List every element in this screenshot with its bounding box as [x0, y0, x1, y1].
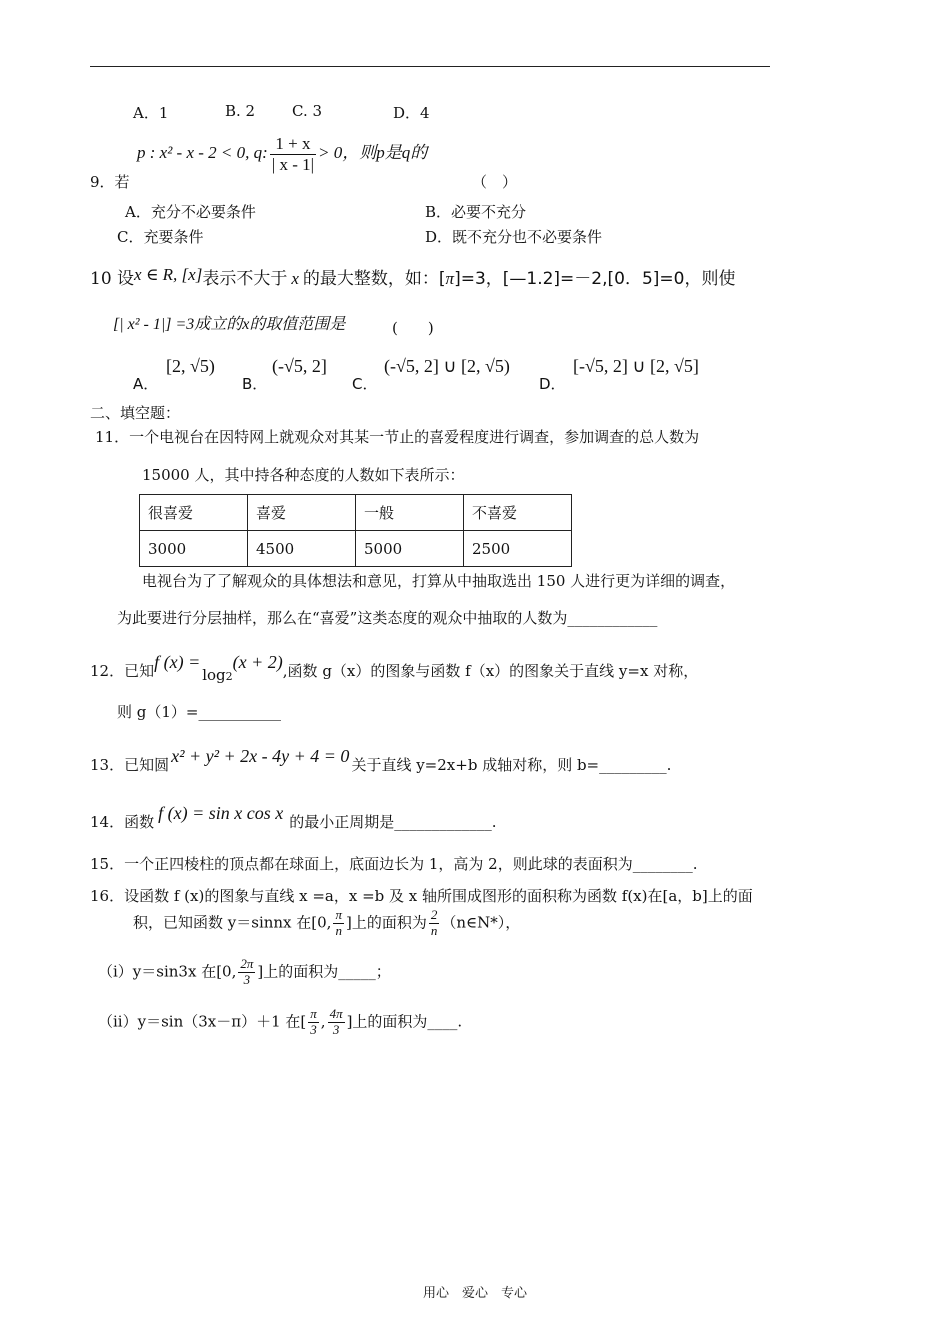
q12-line-2: 则 g（1）=___________ — [117, 703, 281, 721]
q10-option-b-letter: B． — [242, 375, 268, 393]
q9-condition-tail: > 0，则p是q的 — [318, 142, 428, 162]
q9-condition — [137, 134, 427, 174]
q10-option-d-value: [-√5, 2] ∪ [2, √5] — [573, 356, 699, 376]
fraction-denominator: n — [335, 922, 342, 938]
page-footer: 用心 爱心 专心 — [422, 1286, 527, 1301]
q10-option-c-value: (-√5, 2] ∪ [2, √5) — [384, 356, 510, 376]
fraction-numerator: π — [310, 1006, 317, 1021]
fraction-denominator: 3 — [243, 971, 251, 987]
table-header-cell: 不喜爱 — [464, 495, 572, 531]
q12-fx: f (x) = — [154, 652, 201, 672]
q8-option-b: B. 2 — [225, 102, 256, 120]
q10-math-domain: x ∈ R, [x] — [134, 265, 203, 284]
q11-line-2: 15000 人，其中持各种态度的人数如下表所示： — [142, 466, 465, 484]
q13-text: 关于直线 y=2x+b 成轴对称，则 b=_________. — [351, 756, 672, 774]
q9-fraction-numerator: 1 + x — [270, 134, 316, 155]
q10-option-d-letter: D． — [539, 375, 566, 393]
table-header-row — [140, 495, 572, 531]
q8-option-c: C. 3 — [292, 102, 323, 120]
q16-fraction-pi-over-3 — [308, 1007, 319, 1038]
table-cell: 3000 — [140, 531, 248, 567]
fraction-denominator: 3 — [332, 1021, 340, 1037]
table-cell: 5000 — [356, 531, 464, 567]
q12-lead: 12．已知 — [90, 662, 155, 680]
table-header-cell: 很喜爱 — [140, 495, 248, 531]
q9-option-b: B．必要不充分 — [425, 203, 527, 221]
fraction-numerator: 2π — [240, 956, 254, 971]
q10-condition: [| x² - 1|] =3成立的x的取值范围是 — [113, 316, 346, 333]
q10-text-3: ]=3，[—1.2]=－2,[0．5]=0，则使 — [454, 269, 736, 289]
q9-fraction — [270, 134, 316, 174]
q13-lead: 13．已知圆 — [90, 756, 170, 774]
q16-fraction-pi-over-n — [333, 908, 344, 939]
q12-text: ,函数 g（x）的图象与函数 f（x）的图象关于直线 y=x 对称， — [282, 662, 699, 680]
q16-fraction-2pi-over-3 — [238, 957, 255, 988]
q10-pi: π — [445, 269, 455, 288]
q11-line-4: 为此要进行分层抽样，那么在“喜爱”这类态度的观众中抽取的人数为____________ — [117, 609, 658, 627]
q13-stem — [90, 746, 671, 775]
q8-option-d: D．4 — [393, 104, 430, 122]
header-rule — [90, 66, 770, 67]
q15-stem: 15．一个正四棱柱的顶点都在球面上，底面边长为 1，高为 2，则此球的表面积为________. — [90, 855, 698, 873]
q10-lead: 10 设 — [90, 269, 135, 289]
q16-fraction-4pi-over-3 — [328, 1007, 345, 1038]
q8-option-a: A．1 — [133, 104, 169, 122]
q9-condition-p: p : x² - x - 2 < 0, q: — [137, 142, 268, 162]
q10-option-b-value: (-√5, 2] — [272, 356, 327, 376]
q16-part-ii-b: ]上的面积为____. — [346, 1012, 463, 1031]
q12-log: log — [202, 666, 226, 684]
q14-text: 的最小正周期是_____________. — [289, 813, 497, 831]
q14-stem — [90, 803, 496, 832]
q16-line-2 — [133, 908, 520, 939]
q16-part-ii-a: （ii）y＝sin（3x－π）＋1 在[ — [98, 1012, 307, 1031]
q10-x: x — [291, 269, 299, 288]
q16-part-i — [98, 957, 391, 988]
table-cell: 2500 — [464, 531, 572, 567]
q14-equation: f (x) = sin x cos x — [158, 803, 284, 823]
q16-line-1: 16．设函数 f (x)的图象与直线 x =a，x =b 及 x 轴所围成图形的面积称为函数 f(x)在[a，b]上的面 — [90, 887, 753, 905]
q9-number: 9．若 — [90, 173, 130, 191]
q9-option-c: C．充要条件 — [117, 228, 204, 246]
q10-text-1: 表示不大于 — [202, 269, 288, 289]
q16-line-2-b: ]上的面积为 — [345, 913, 427, 932]
fraction-denominator: n — [430, 922, 438, 938]
q14-lead: 14．函数 — [90, 813, 155, 831]
q16-part-i-a: （i）y＝sin3x 在[0, — [98, 962, 237, 981]
q9-answer-paren: （ ） — [472, 173, 518, 191]
q9-option-a: A．充分不必要条件 — [125, 203, 256, 221]
fraction-numerator: 4π — [329, 1006, 343, 1021]
q16-part-ii: （ii）y＝sin（3x－π）＋1 在[ $\frac{\pi}{3}$ , $\frac{4\pi}{3}$ ]上的面积为____. — [98, 1006, 463, 1037]
q16-part-i-b: ]上的面积为_____； — [257, 962, 391, 981]
q11-survey-table — [139, 494, 572, 567]
q10-text-2: 的最大整数，如：[ — [302, 269, 446, 289]
q16-line-2-c: （n∈N*）， — [441, 913, 521, 932]
q11-line-3: 电视台为了了解观众的具体想法和意见，打算从中抽取选出 150 人进行更为详细的调查， — [142, 572, 736, 590]
table-header-cell: 一般 — [356, 495, 464, 531]
table-header-cell: 喜爱 — [248, 495, 356, 531]
q12-log-argument: (x + 2) — [232, 652, 283, 672]
q16-line-2-a: 积，已知函数 y＝sinnx 在[0, — [133, 913, 332, 932]
fraction-numerator: π — [335, 907, 342, 922]
table-cell: 4500 — [248, 531, 356, 567]
q10-stem — [90, 264, 735, 289]
q10-answer-paren: ( ) — [392, 319, 434, 337]
q12-log-base: 2 — [225, 670, 233, 683]
fraction-denominator: 3 — [310, 1021, 317, 1037]
q10-option-a-value: [2, √5) — [166, 356, 215, 376]
q10-option-a-letter: A． — [133, 375, 159, 393]
section-fill-in-blank: 二、填空题： — [90, 404, 181, 422]
fraction-numerator: 2 — [430, 907, 438, 922]
q12-stem — [90, 652, 698, 684]
q9-fraction-denominator: | x - 1| — [271, 154, 315, 174]
q10-option-c-letter: C． — [352, 375, 378, 393]
q11-line-1: 11．一个电视台在因特网上就观众对其某一节止的喜爱程度进行调查，参加调查的总人数为 — [95, 428, 700, 446]
q13-equation: x² + y² + 2x - 4y + 4 = 0 — [171, 746, 350, 766]
table-row — [140, 531, 572, 567]
q16-fraction-2-over-n — [429, 908, 440, 939]
q9-option-d: D．既不充分也不必要条件 — [425, 228, 603, 246]
